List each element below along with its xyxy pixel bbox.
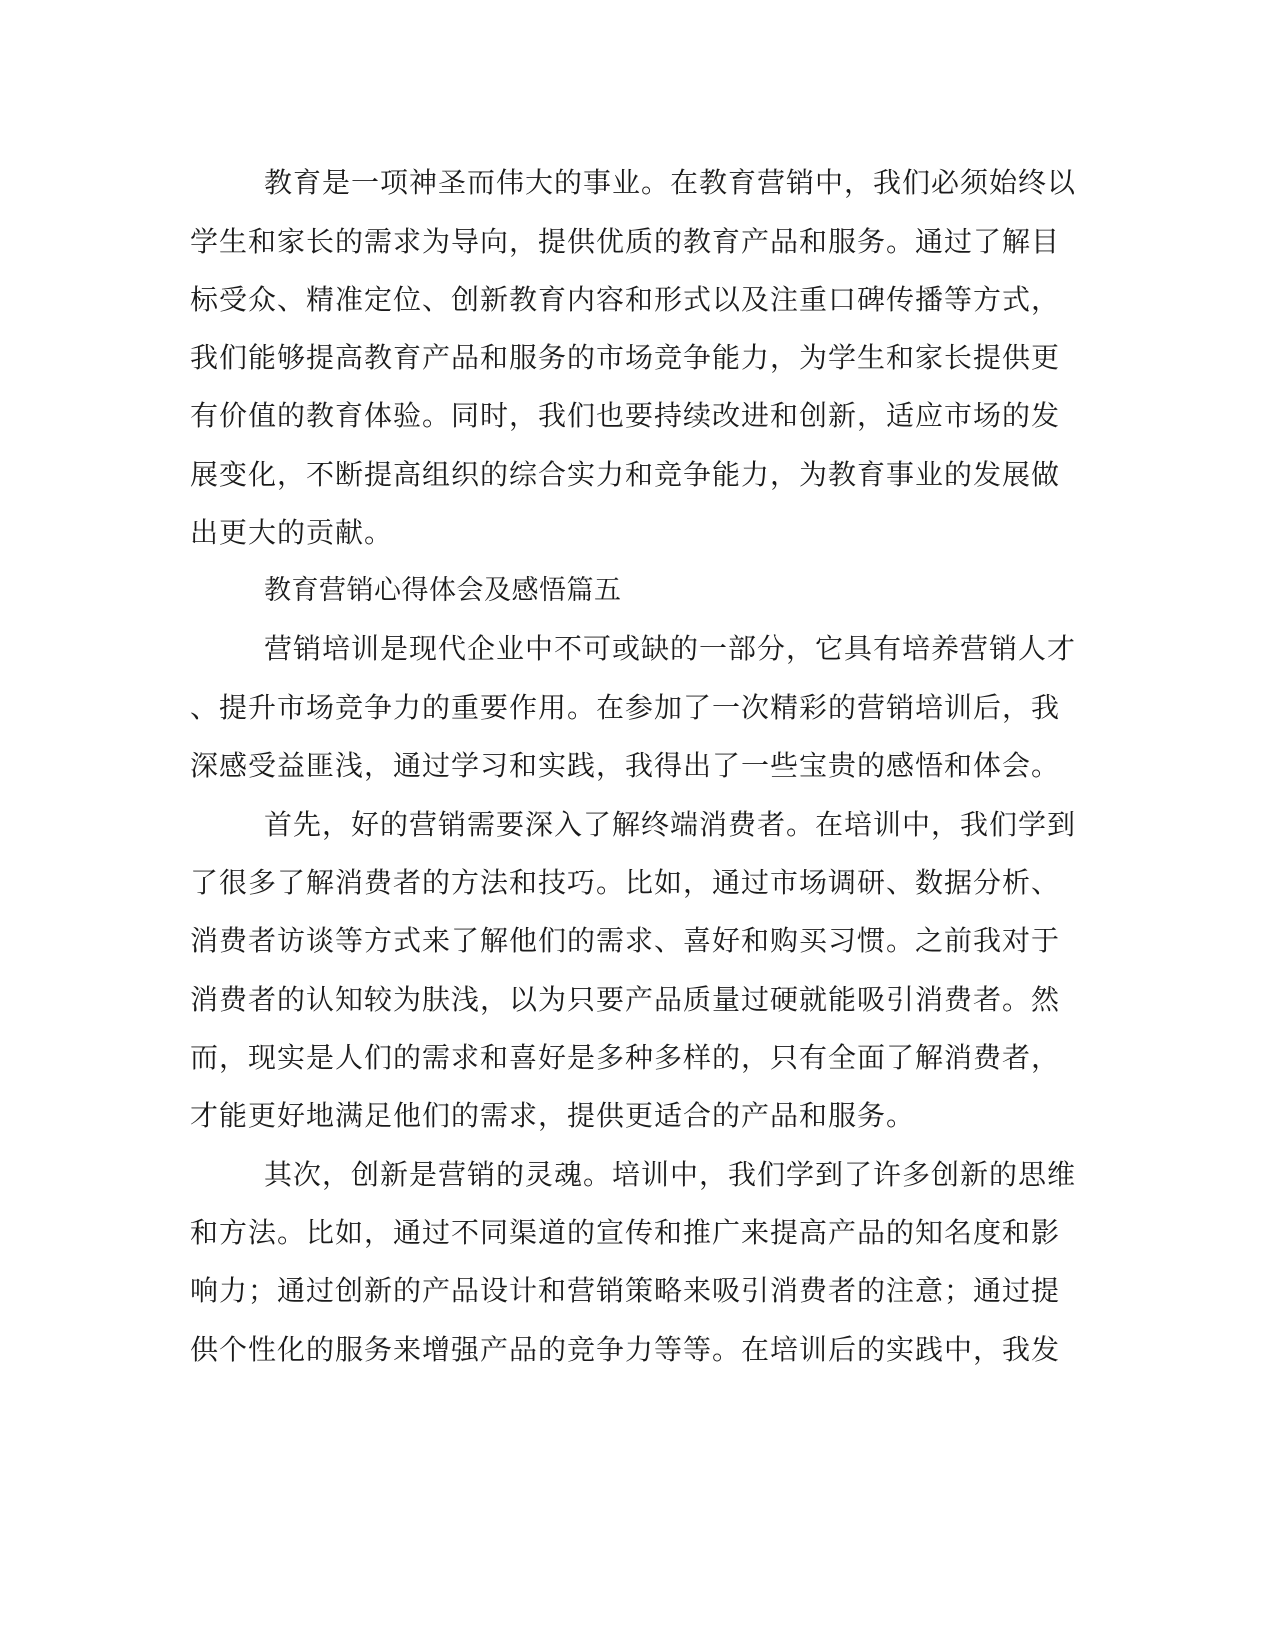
paragraph-line: 和方法。比如，通过不同渠道的宣传和推广来提高产品的知名度和影 <box>190 1216 1061 1249</box>
paragraph-line: 消费者的认知较为肤浅，以为只要产品质量过硬就能吸引消费者。然 <box>190 983 1061 1016</box>
section-heading: 教育营销心得体会及感悟篇五 <box>264 575 622 606</box>
paragraph-line: 教育是一项神圣而伟大的事业。在教育营销中，我们必须始终以 <box>264 166 1077 199</box>
paragraph-line: 其次，创新是营销的灵魂。培训中，我们学到了许多创新的思维 <box>264 1158 1077 1191</box>
paragraph-line: 供个性化的服务来增强产品的竞争力等等。在培训后的实践中，我发 <box>190 1333 1061 1366</box>
paragraph-line: 展变化，不断提高组织的综合实力和竞争能力，为教育事业的发展做 <box>190 458 1061 491</box>
paragraph-line: 营销培训是现代企业中不可或缺的一部分，它具有培养营销人才 <box>264 632 1077 665</box>
paragraph-line: 才能更好地满足他们的需求，提供更适合的产品和服务。 <box>190 1099 916 1132</box>
paragraph-line: 首先，好的营销需要深入了解终端消费者。在培训中，我们学到 <box>264 808 1077 841</box>
paragraph-line: 出更大的贡献。 <box>190 516 394 549</box>
paragraph-line: 、提升市场竞争力的重要作用。在参加了一次精彩的营销培训后，我 <box>190 691 1061 724</box>
paragraph-line: 我们能够提高教育产品和服务的市场竞争能力，为学生和家长提供更 <box>190 341 1061 374</box>
paragraph-line: 响力；通过创新的产品设计和营销策略来吸引消费者的注意；通过提 <box>190 1274 1061 1307</box>
paragraph-line: 消费者访谈等方式来了解他们的需求、喜好和购买习惯。之前我对于 <box>190 924 1061 957</box>
paragraph-line: 深感受益匪浅，通过学习和实践，我得出了一些宝贵的感悟和体会。 <box>190 749 1061 782</box>
paragraph-line: 学生和家长的需求为导向，提供优质的教育产品和服务。通过了解目 <box>190 225 1061 258</box>
paragraph-line: 标受众、精准定位、创新教育内容和形式以及注重口碑传播等方式， <box>190 283 1061 316</box>
paragraph-line: 有价值的教育体验。同时，我们也要持续改进和创新，适应市场的发 <box>190 399 1061 432</box>
paragraph-line: 而，现实是人们的需求和喜好是多种多样的，只有全面了解消费者， <box>190 1041 1061 1074</box>
paragraph-line: 了很多了解消费者的方法和技巧。比如，通过市场调研、数据分析、 <box>190 866 1061 899</box>
